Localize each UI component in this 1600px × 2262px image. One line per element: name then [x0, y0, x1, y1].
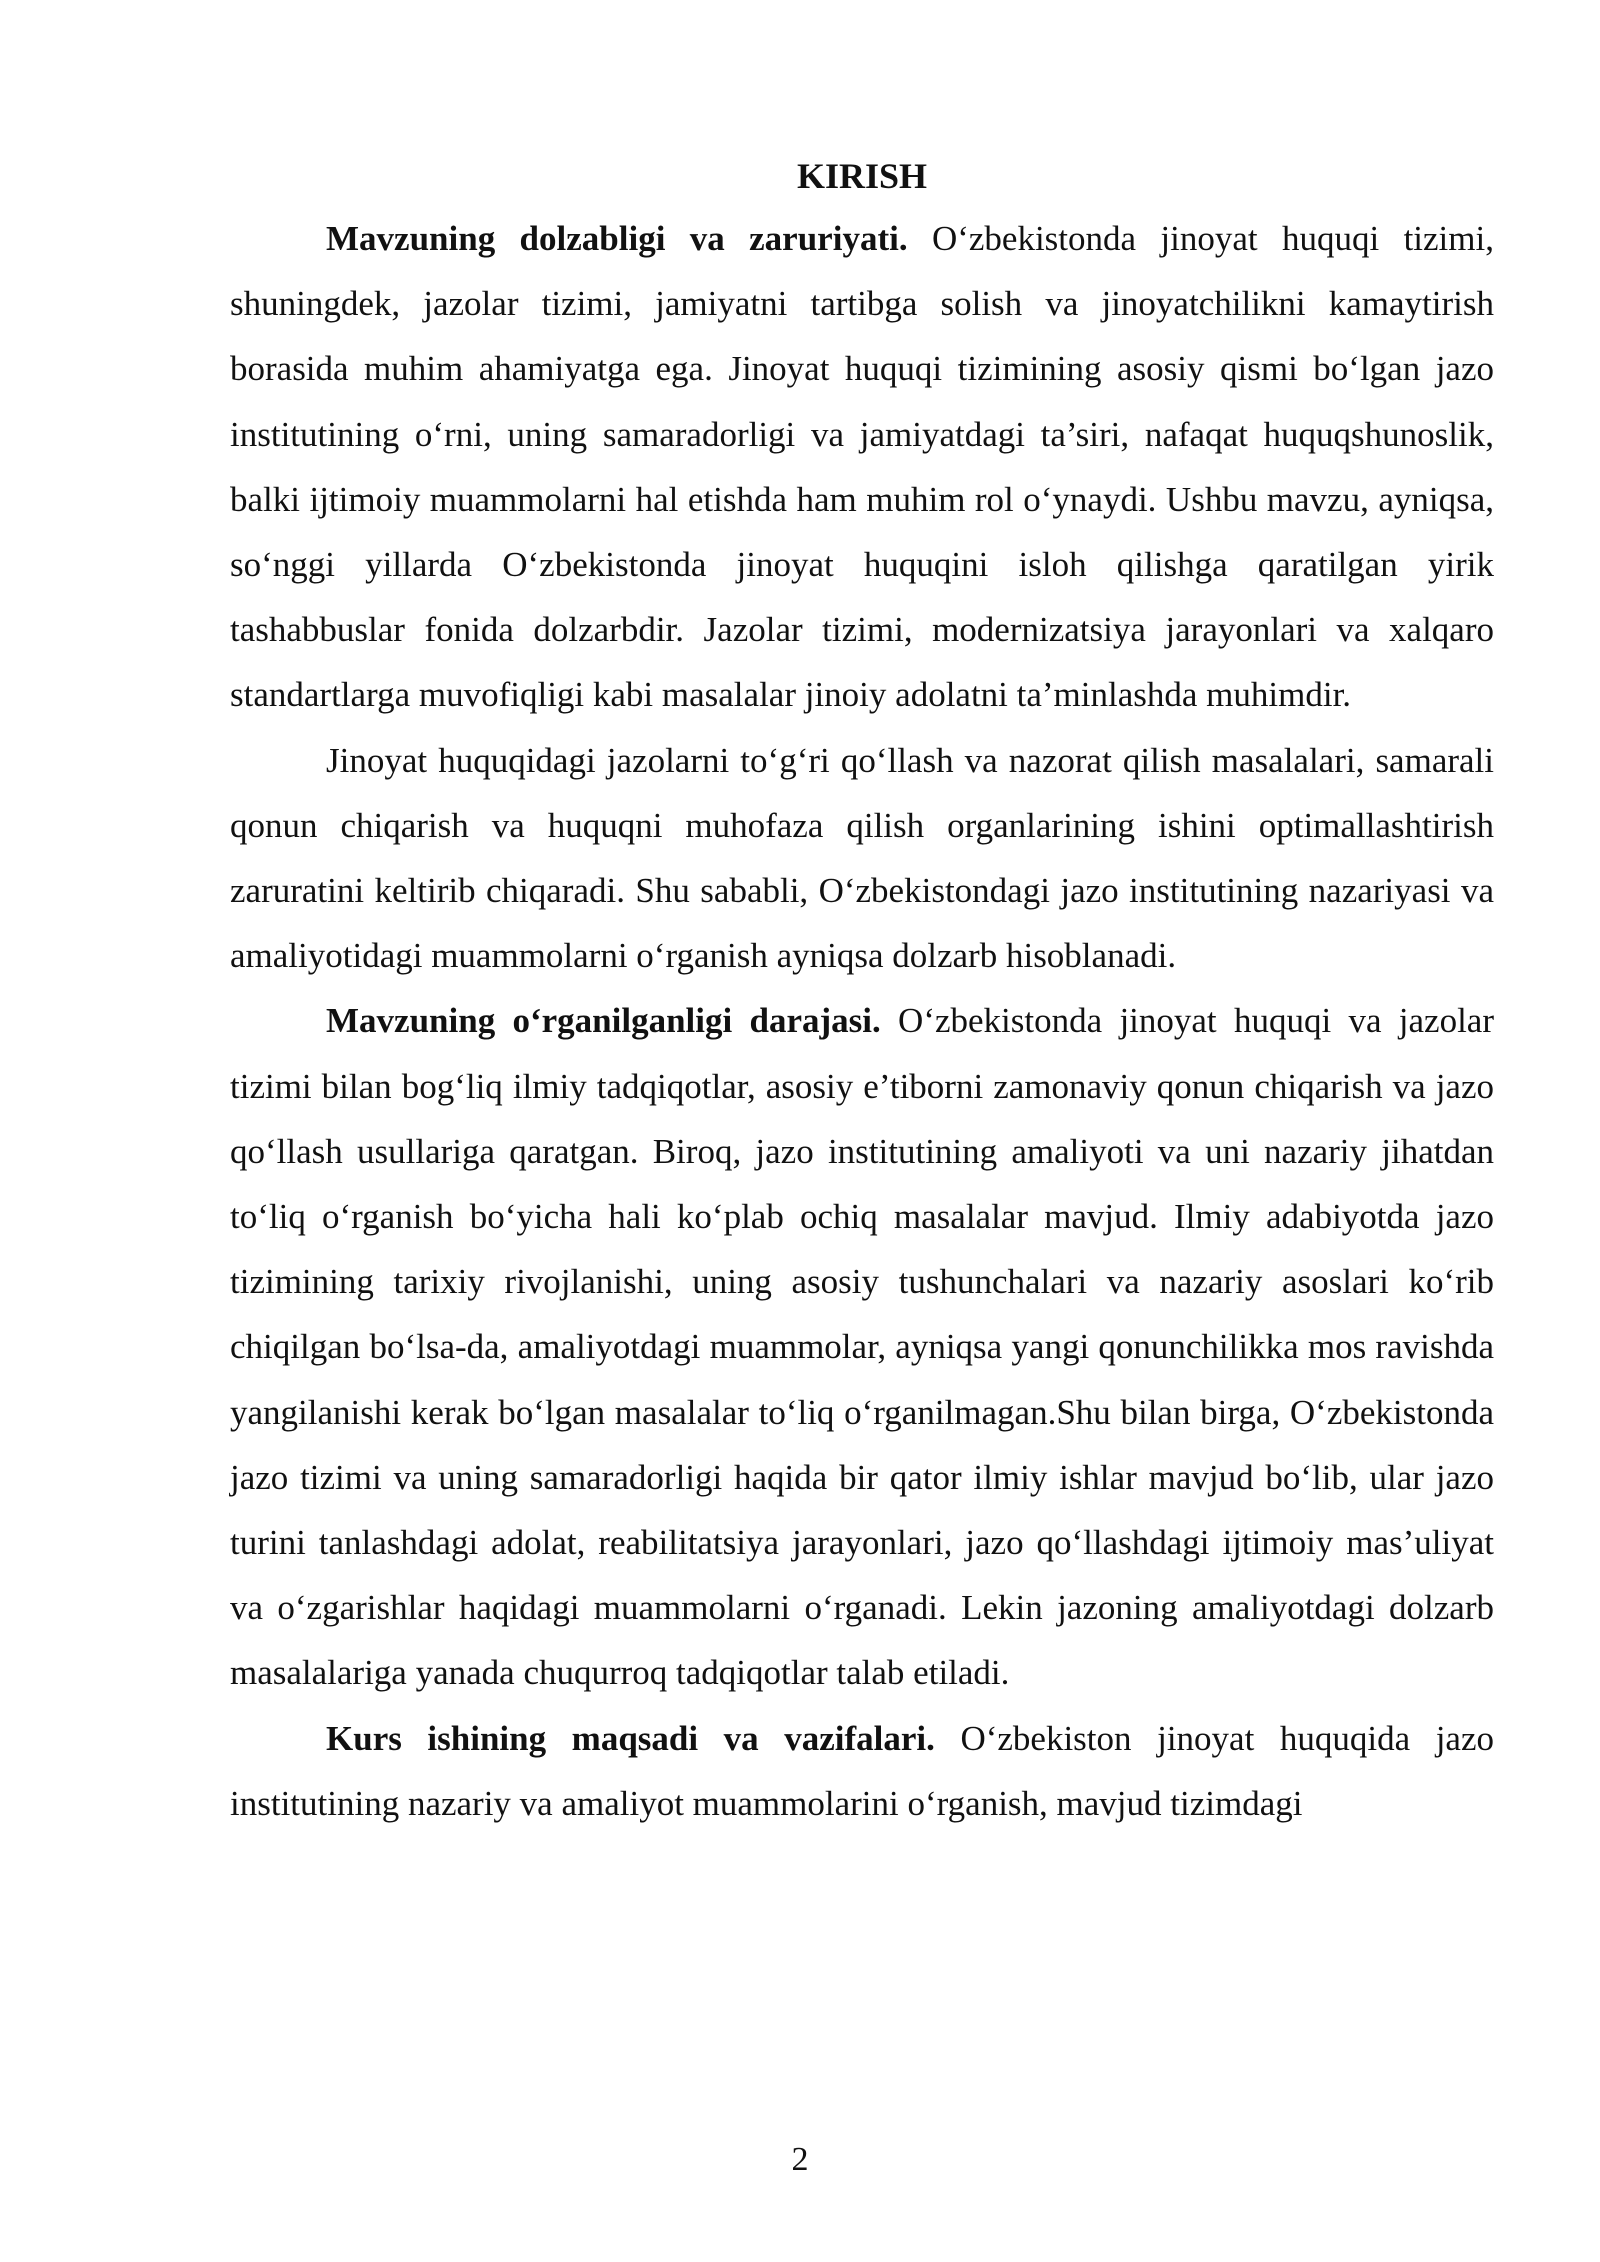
page-number: 2 [791, 2141, 809, 2178]
paragraph-text: O‘zbekiston jinoyat huquqida jazo institutining nazariy va amaliyot muammolarini o‘rganish, mavjud tizimdagi [230, 1718, 1494, 1823]
paragraph-lead: Mavzuning dolzabligi va zaruriyati. [326, 219, 908, 258]
section-heading: KIRISH [796, 156, 928, 196]
paragraph-study-level [230, 988, 1494, 1705]
paragraph-text: Jinoyat huquqidagi jazolarni to‘g‘ri qo‘llash va nazorat qilish masalalari, samarali qonun chiqarish va huquqni muhofaza qilish organlarining ishini optimallashtirish zaruratini keltirib chiqaradi. Shu sababli, O‘zbekistondagi jazo institutining nazariyasi va amaliyotidagi muammolarni o‘rganish ayniqsa dolzarb hisoblanadi. [230, 740, 1494, 976]
paragraph-text: O‘zbekistonda jinoyat huquqi tizimi, shuningdek, jazolar tizimi, jamiyatni tartibga solish va jinoyatchilikni kamaytirish borasida muhim ahamiyatga ega. Jinoyat huquqi tizimining asosiy qismi bo‘lgan jazo institutining o‘rni, uning samaradorligi va jamiyatdagi ta’siri, nafaqat huquqshunoslik, balki ijtimoiy muammolarni hal etishda ham muhim rol o‘ynaydi. Ushbu mavzu, ayniqsa, so‘nggi yillarda O‘zbekistonda jinoyat huquqini isloh qilishga qaratilgan yirik tashabbuslar fonida dolzarbdir. Jazolar tizimi, modernizatsiya jarayonlari va xalqaro standartlarga muvofiqligi kabi masalalar jinoiy adolatni ta’minlashda muhimdir. [230, 219, 1494, 715]
paragraph-lead: Mavzuning o‘rganilganligi darajasi. [326, 1001, 881, 1041]
paragraph-relevance [230, 206, 1494, 728]
paragraph-text: O‘zbekistonda jinoyat huquqi va jazolar tizimi bilan bog‘liq ilmiy tadqiqotlar, asosiy e’tiborni zamonaviy qonun chiqarish va jazo qo‘llash usullariga qaratgan. Biroq, jazo institutining amaliyoti va uni nazariy jihatdan to‘liq o‘rganish bo‘yicha hali ko‘plab ochiq masalalar mavjud. Ilmiy adabiyotda jazo tizimining tarixiy rivojlanishi, uning asosiy tushunchalari va nazariy asoslari ko‘rib chiqilgan bo‘lsa-da, amaliyotdagi muammolar, ayniqsa yangi qonunchilikka mos ravishda yangilanishi kerak bo‘lgan masalalar to‘liq o‘rganilmagan.Shu bilan birga, O‘zbekistonda jazo tizimi va uning samaradorligi haqida bir qator ilmiy ishlar mavjud bo‘lib, ular jazo turini tanlashdagi adolat, reabilitatsiya jarayonlari, jazo qo‘llashdagi ijtimoiy mas’uliyat va o‘zgarishlar haqidagi muammolarni o‘rganadi. Lekin jazoning amaliyotdagi dolzarb masalalariga yanada chuqurroq tadqiqotlar talab etiladi. [230, 1001, 1494, 1693]
paragraph-lead: Kurs ishining maqsadi va vazifalari. [326, 1718, 935, 1758]
page-body [230, 146, 1494, 1836]
paragraph-goals [230, 1706, 1494, 1836]
paragraph-application [230, 728, 1494, 989]
